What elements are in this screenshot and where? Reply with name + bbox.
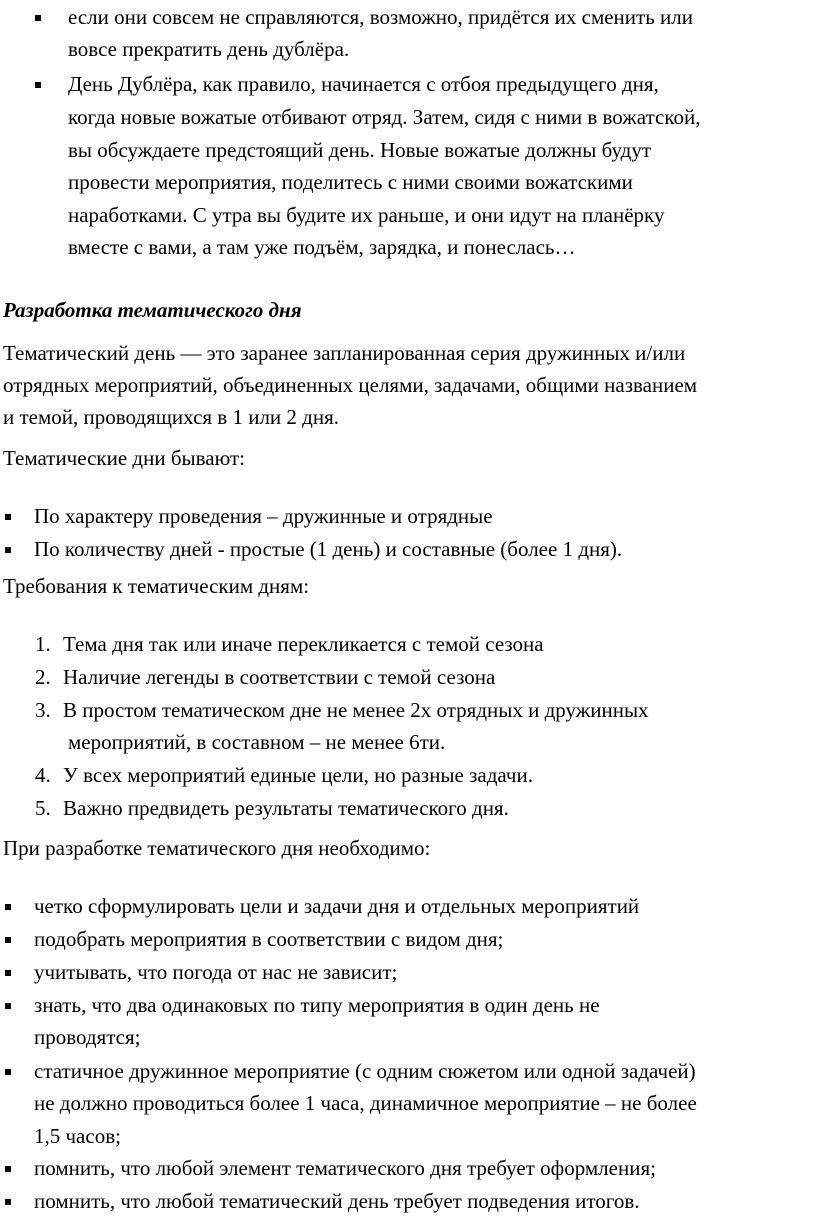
requirement-3-line-1: В простом тематическом дне не менее 2х отрядных и дружинных: [63, 698, 649, 722]
bullet-marker: [5, 904, 11, 910]
necessary-item-3: учитывать, что погода от нас не зависит;: [34, 960, 398, 984]
bullet-marker: [5, 1199, 11, 1205]
top-bullet-2-line-5: наработками. С утра вы будите их раньше, и они идут на планёрку: [68, 203, 665, 227]
requirement-number-2: 2.: [35, 665, 51, 689]
necessary-item-2: подобрать мероприятия в соответствии с видом дня;: [34, 927, 504, 951]
types-item-1: По характеру проведения – дружинные и отрядные: [34, 504, 493, 528]
necessary-item-6: помнить, что любой элемент тематического дня требует оформления;: [34, 1156, 656, 1180]
definition-line-2: отрядных мероприятий, объединенных целями, задачами, общими названием: [3, 373, 698, 397]
requirement-3-line-2: мероприятий, в составном – не менее 6ти.: [68, 730, 446, 754]
necessary-item-5-line-1: статичное дружинное мероприятие (с одним сюжетом или одной задачей): [34, 1059, 696, 1083]
top-bullet-2-line-6: вместе с вами, а там уже подъём, зарядка, и понеслась…: [68, 235, 576, 259]
top-bullet-1-line-2: вовсе прекратить день дублёра.: [68, 37, 350, 61]
requirement-number-4: 4.: [35, 763, 51, 787]
bullet-marker: [35, 15, 41, 21]
necessary-item-7: помнить, что любой тематический день требует подведения итогов.: [34, 1189, 640, 1213]
requirement-1-line-1: Тема дня так или иначе перекликается с темой сезона: [63, 632, 544, 656]
types-intro: Тематические дни бывают:: [3, 446, 246, 470]
necessary-item-4-line-1: знать, что два одинаковых по типу мероприятия в один день не: [34, 993, 600, 1017]
requirement-2-line-1: Наличие легенды в соответствии с темой сезона: [63, 665, 496, 689]
top-bullet-2-line-2: когда новые вожатые отбивают отряд. Затем, сидя с ними в вожатской,: [68, 105, 701, 129]
requirement-number-5: 5.: [35, 796, 51, 820]
necessary-item-5-line-2: не должно проводиться более 1 часа, динамичное мероприятие – не более: [34, 1091, 697, 1115]
bullet-marker: [5, 1003, 11, 1009]
necessary-item-5-line-3: 1,5 часов;: [34, 1124, 121, 1148]
requirement-5-line-1: Важно предвидеть результаты тематического дня.: [63, 796, 509, 820]
requirement-number-3: 3.: [35, 698, 51, 722]
bullet-marker: [5, 547, 11, 553]
top-bullet-2-line-1: День Дублёра, как правило, начинается с отбоя предыдущего дня,: [68, 72, 659, 96]
requirement-4-line-1: У всех мероприятий единые цели, но разные задачи.: [63, 763, 533, 787]
bullet-marker: [5, 937, 11, 943]
necessary-intro: При разработке тематического дня необходимо:: [3, 836, 431, 860]
requirements-intro: Требования к тематическим дням:: [3, 574, 310, 598]
types-item-2: По количеству дней - простые (1 день) и составные (более 1 дня).: [34, 537, 623, 561]
section-heading: Разработка тематического дня: [3, 298, 302, 322]
top-bullet-2-line-3: вы обсуждаете предстоящий день. Новые вожатые должны будут: [68, 138, 652, 162]
requirement-number-1: 1.: [35, 632, 51, 656]
necessary-item-1: четко сформулировать цели и задачи дня и отдельных мероприятий: [34, 894, 640, 918]
bullet-marker: [5, 1166, 11, 1172]
top-bullet-1-line-1: если они совсем не справляются, возможно, придётся их сменить или: [68, 5, 693, 29]
bullet-marker: [5, 514, 11, 520]
bullet-marker: [35, 82, 41, 88]
definition-line-3: и темой, проводящихся в 1 или 2 дня.: [3, 405, 339, 429]
necessary-item-4-line-2: проводятся;: [34, 1025, 141, 1049]
bullet-marker: [5, 1069, 11, 1075]
bullet-marker: [5, 970, 11, 976]
definition-line-1: Тематический день — это заранее запланированная серия дружинных и/или: [3, 341, 686, 365]
top-bullet-2-line-4: провести мероприятия, поделитесь с ними своими вожатскими: [68, 170, 633, 194]
